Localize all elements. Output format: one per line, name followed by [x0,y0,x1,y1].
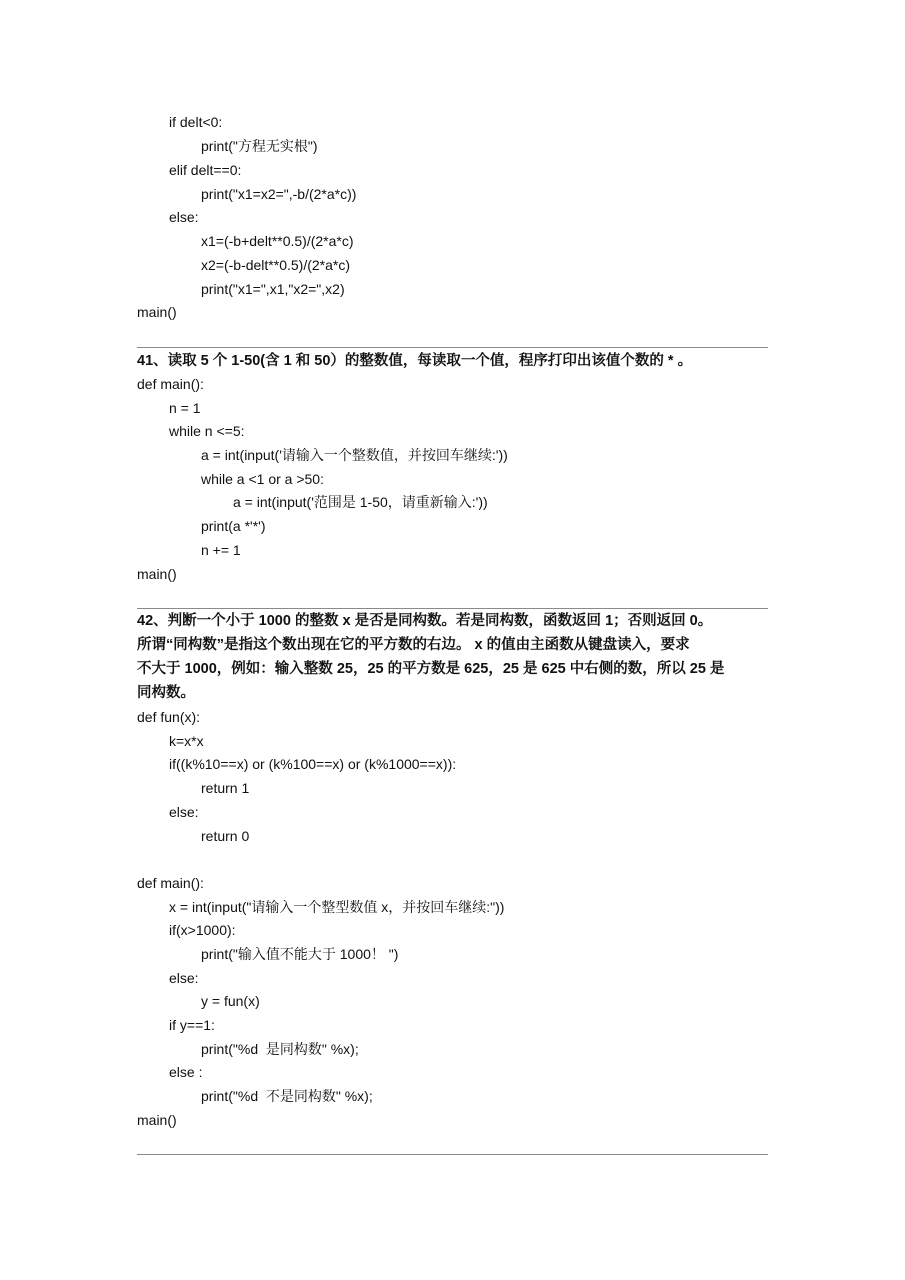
code-line: def main(): [137,376,204,392]
code-line: x1=(-b+delt**0.5)/(2*a*c) [201,233,354,249]
code-line: print("x1=",x1,"x2=",x2) [201,281,345,297]
code-line: main() [137,566,177,582]
code-line: k=x*x [169,733,204,749]
question-heading: 同构数。 [137,685,195,701]
code-line: print("方程无实根") [201,138,318,154]
question-heading: 所谓“同构数”是指这个数出现在它的平方数的右边。 x 的值由主函数从键盘读入，要求 [137,637,690,653]
section-divider [137,1154,768,1155]
code-line: print(a *'*') [201,518,266,534]
code-line: x = int(input("请输入一个整型数值 x，并按回车继续:")) [169,899,505,915]
code-line: if(x>1000): [169,922,236,938]
code-line: n += 1 [201,542,241,558]
code-line: y = fun(x) [201,993,260,1009]
question-heading: 41、读取 5 个 1-50(含 1 和 50）的整数值，每读取一个值，程序打印出该值个数的 * 。 [137,353,693,369]
code-line: print("%d 不是同构数" %x); [201,1088,373,1104]
code-line: main() [137,1112,177,1128]
code-line: x2=(-b-delt**0.5)/(2*a*c) [201,257,351,273]
question-heading: 不大于 1000，例如：输入整数 25，25 的平方数是 625，25 是 625 中右侧的数，所以 25 是 [137,661,725,677]
code-line: print("输入值不能大于 1000！ ") [201,946,399,962]
code-line: main() [137,304,177,320]
code-line: def fun(x): [137,709,201,725]
code-line: if delt<0: [169,114,223,130]
code-line: print("x1=x2=",-b/(2*a*c)) [201,186,357,202]
question-heading: 42、判断一个小于 1000 的整数 x 是否是同构数。若是同构数，函数返回 1；否则返回 0。 [137,613,713,629]
code-line: if((k%10==x) or (k%100==x) or (k%1000==x)): [169,756,457,772]
code-line: else : [169,1064,203,1080]
code-line: if y==1: [169,1017,215,1033]
code-line: while n <=5: [169,423,245,439]
section-divider [137,608,768,609]
code-line: a = int(input('范围是 1-50，请重新输入:')) [233,494,488,510]
code-line: n = 1 [169,400,201,416]
code-line: while a <1 or a >50: [201,471,324,487]
code-line: else: [169,209,199,225]
code-line: print("%d 是同构数" %x); [201,1041,359,1057]
code-line: else: [169,804,199,820]
code-line: return 0 [201,828,250,844]
section-divider [137,347,768,348]
code-line: a = int(input('请输入一个整数值，并按回车继续:')) [201,447,508,463]
code-line: def main(): [137,875,204,891]
code-line: elif delt==0: [169,162,242,178]
code-line: else: [169,970,199,986]
code-line: return 1 [201,780,250,796]
